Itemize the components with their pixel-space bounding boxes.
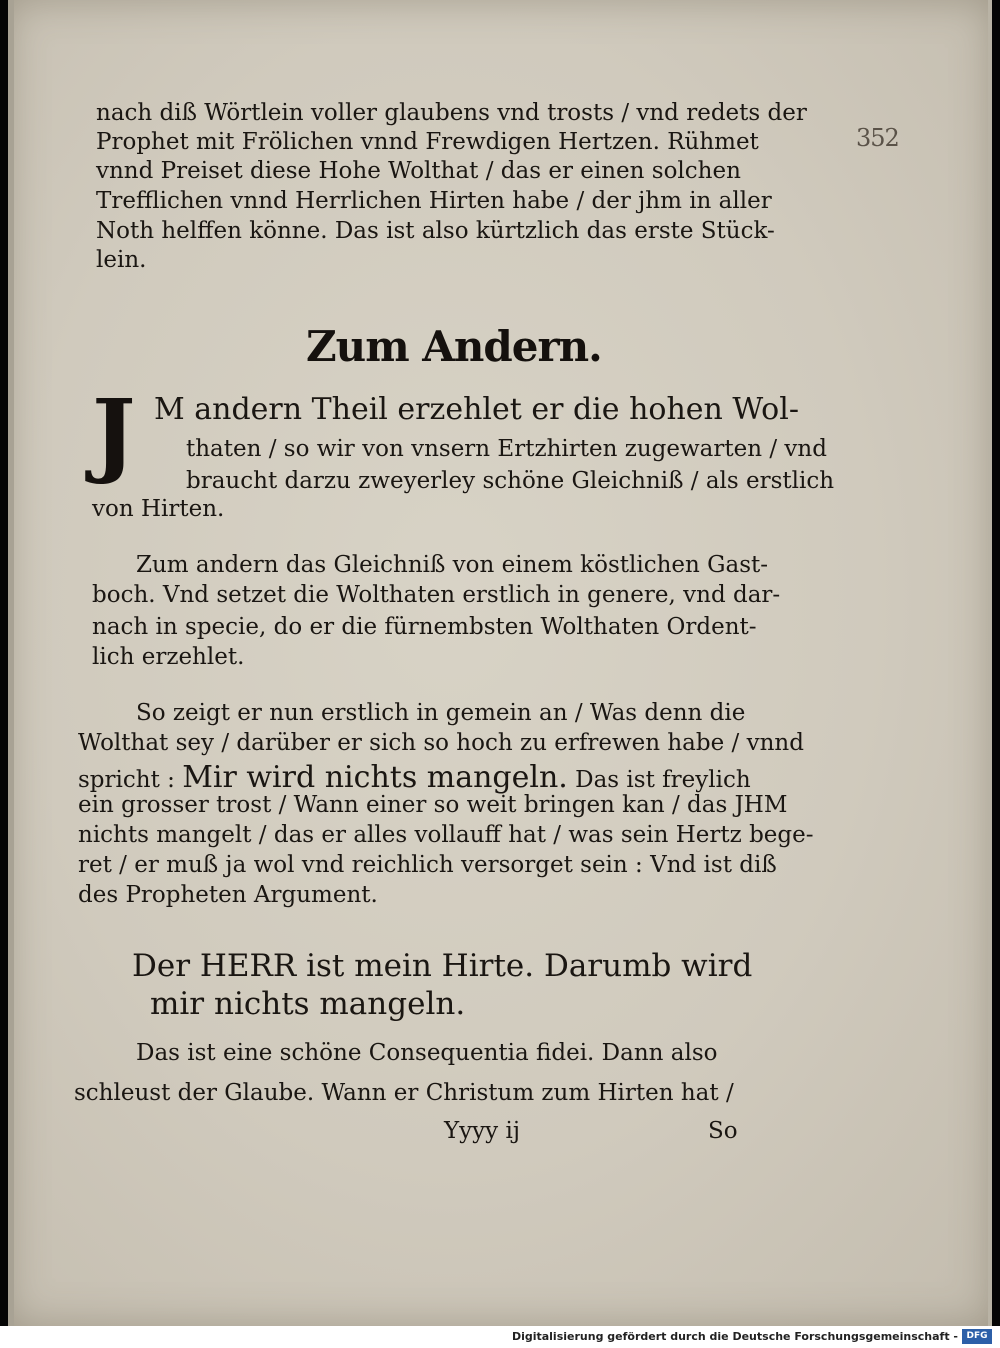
text-line: mir nichts mangeln. <box>150 986 466 1022</box>
drop-capital: J <box>92 379 136 487</box>
catchword: So <box>708 1118 738 1144</box>
text-line: vnnd Preiset diese Hohe Wolthat / das er einen solchen <box>96 158 741 184</box>
page-gutter-edge <box>8 0 14 1326</box>
text-line: Das ist eine schöne Consequentia fidei. Dann also <box>136 1040 718 1066</box>
text-line: nichts mangelt / das er alles vollauff hat / was sein Hertz bege- <box>78 822 814 848</box>
text-line: Noth helffen könne. Das ist also kürtzlich das erste Stück- <box>96 218 775 244</box>
text-line: nach diß Wörtlein voller glaubens vnd trosts / vnd redets der <box>96 100 807 126</box>
text-line <box>78 760 751 795</box>
text-line: von Hirten. <box>92 496 225 522</box>
signature-mark: Yyyy ij <box>444 1118 520 1144</box>
text-line: ein grosser trost / Wann einer so weit bringen kan / das JHM <box>78 792 788 818</box>
dfg-logo: DFG <box>962 1329 992 1344</box>
text-line: lich erzehlet. <box>92 644 245 670</box>
text-line: ret / er muß ja wol vnd reichlich versorget sein : Vnd ist diß <box>78 852 777 878</box>
section-heading: Zum Andern. <box>306 322 602 371</box>
book-page <box>8 0 992 1326</box>
text-line: Trefflichen vnnd Herrlichen Hirten habe / der jhm in aller <box>96 188 772 214</box>
text-run: Das ist freylich <box>567 767 751 793</box>
text-line: Wolthat sey / darüber er sich so hoch zu erfrewen habe / vnnd <box>78 730 804 756</box>
text-line: des Propheten Argument. <box>78 882 378 908</box>
text-line: thaten / so wir von vnsern Ertzhirten zugewarten / vnd <box>186 436 827 462</box>
page-right-edge <box>988 0 992 1326</box>
text-line: So zeigt er nun erstlich in gemein an / Was denn die <box>136 700 746 726</box>
text-line: lein. <box>96 247 147 273</box>
emphasis-text: Mir wird nichts mangeln. <box>182 760 568 795</box>
text-run: spricht : <box>78 767 183 793</box>
text-line: boch. Vnd setzet die Wolthaten erstlich in genere, vnd dar- <box>92 582 781 608</box>
page-number: 352 <box>856 124 899 152</box>
text-line: braucht darzu zweyerley schöne Gleichniß / als erstlich <box>186 468 835 494</box>
funding-credit: Digitalisierung gefördert durch die Deutsche Forschungsgemeinschaft - <box>511 1330 958 1343</box>
text-line: Prophet mit Frölichen vnnd Frewdigen Hertzen. Rühmet <box>96 129 759 155</box>
text-line: M andern Theil erzehlet er die hohen Wol- <box>154 392 799 427</box>
text-line: Der HERR ist mein Hirte. Darumb wird <box>132 948 753 984</box>
text-line: nach in specie, do er die fürnembsten Wolthaten Ordent- <box>92 614 757 640</box>
text-line: Zum andern das Gleichniß von einem köstlichen Gast- <box>136 552 769 578</box>
digitization-footer <box>0 1326 1000 1348</box>
text-line: schleust der Glaube. Wann er Christum zum Hirten hat / <box>74 1080 734 1106</box>
